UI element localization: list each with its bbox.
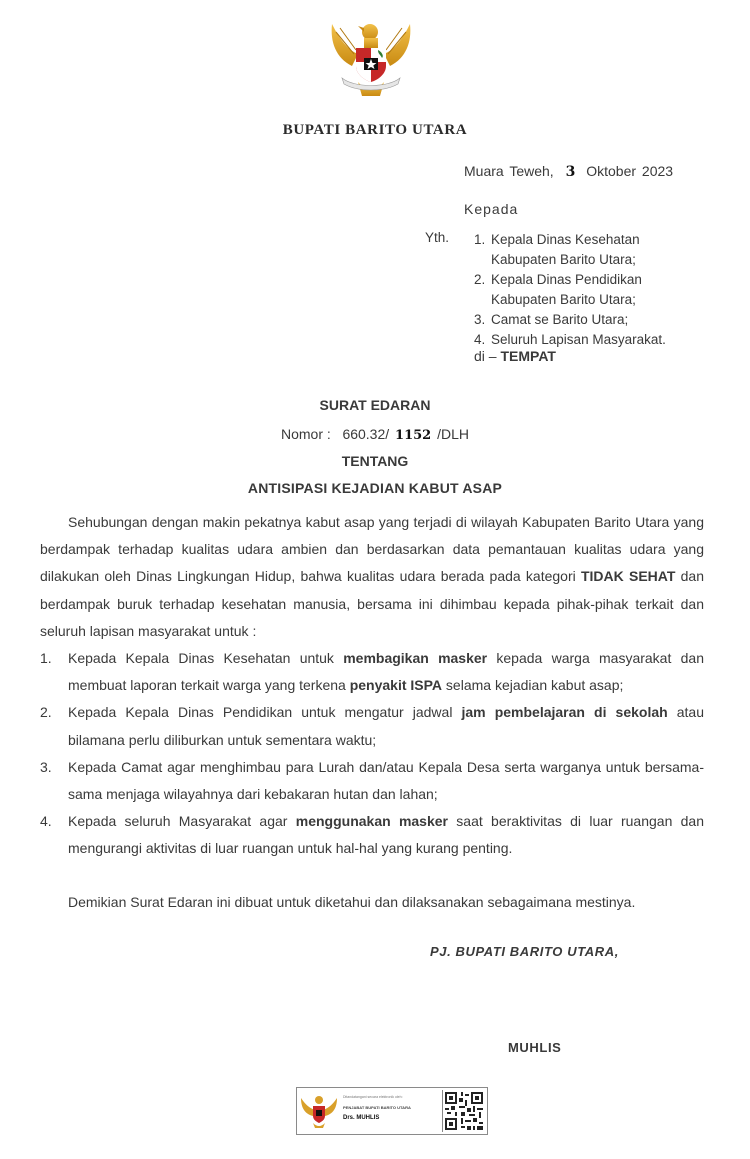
garuda-emblem-icon — [328, 10, 414, 102]
document-title: SURAT EDARAN — [319, 397, 431, 413]
instruction-item: 2. Kepada Kepala Dinas Pendidikan untuk mengatur jadwal jam pembelajaran di sekolah atau bilamana perlu diliburkan untuk sementara waktu; — [40, 704, 704, 748]
garuda-emblem-icon — [299, 1090, 339, 1130]
handwritten-day: 3 — [565, 164, 576, 180]
document-subject: ANTISIPASI KEJADIAN KABUT ASAP — [247, 480, 503, 496]
instruction-item: 3. Kepada Camat agar menghimbau para Lurah dan/atau Kepala Desa serta warganya untuk bersama-sama menjaga wilayahnya dari kebakaran hutan dan lahan; — [40, 758, 704, 803]
recipient-item: 2. Kepala Dinas Pendidikan Kabupaten Barito Utara; — [474, 272, 642, 307]
esign-name: Drs. MUHLIS — [343, 1115, 380, 1121]
electronic-signature-box — [296, 1087, 488, 1135]
place-date — [464, 163, 673, 180]
tentang-label: TENTANG — [341, 453, 409, 469]
recipient-item: 4. Seluruh Lapisan Masyarakat. — [474, 332, 666, 347]
kepada-label: Kepada — [464, 201, 519, 217]
yth-label: Yth. — [425, 230, 450, 245]
instruction-item: 1. Kepada Kepala Dinas Kesehatan untuk membagikan masker kepada warga masyarakat dan membuat laporan terkait warga yang terkena penyakit ISPA selama kejadian kabut asap; — [40, 650, 704, 694]
signatory-title: PJ. BUPATI BARITO UTARA, — [430, 944, 619, 959]
di-tempat: di – TEMPAT — [474, 348, 556, 364]
qr-code-icon[interactable] — [442, 1090, 485, 1132]
closing-paragraph: Demikian Surat Edaran ini dibuat untuk diketahui dan dilaksanakan sebagaimana mestinya. — [68, 894, 636, 910]
recipient-list — [474, 230, 666, 350]
letterhead-title: BUPATI BARITO UTARA — [282, 122, 468, 138]
recipient-item: 1. Kepala Dinas Kesehatan Kabupaten Barito Utara; — [474, 232, 640, 267]
month-year: Oktober 2023 — [586, 163, 674, 179]
esign-position: PENJABAT BUPATI BARITO UTARA — [343, 1105, 411, 1110]
intro-paragraph: Sehubungan dengan makin pekatnya kabut asap yang terjadi di wilayah Kabupaten Barito Utara yang berdampak terhadap kualitas udara ambien dan berdasarkan data pemantauan kualitas udara yang dilakukan oleh Dinas Lingkungan Hidup, bahwa kualitas udara berada pada kategori TIDAK SEHAT dan berdampak buruk terhadap kesehatan manusia, bersama ini dihimbau kepada pihak-pihak terkait dan seluruh lapisan masyarakat untuk : — [40, 514, 704, 639]
handwritten-number: 1152 — [395, 428, 432, 443]
esign-caption: Ditandatangani secara elektronik oleh: — [343, 1095, 403, 1099]
instruction-list — [40, 645, 704, 863]
recipient-item: 3. Camat se Barito Utara; — [474, 312, 629, 327]
signatory-name: MUHLIS — [508, 1040, 562, 1055]
document-number: Nomor : 660.32/ 1152 /DLH — [280, 426, 470, 443]
instruction-item: 4. Kepada seluruh Masyarakat agar menggunakan masker saat beraktivitas di luar ruangan dan mengurangi aktivitas di luar ruangan untuk hal-hal yang kurang penting. — [40, 813, 705, 857]
place: Muara Teweh, — [464, 163, 554, 179]
